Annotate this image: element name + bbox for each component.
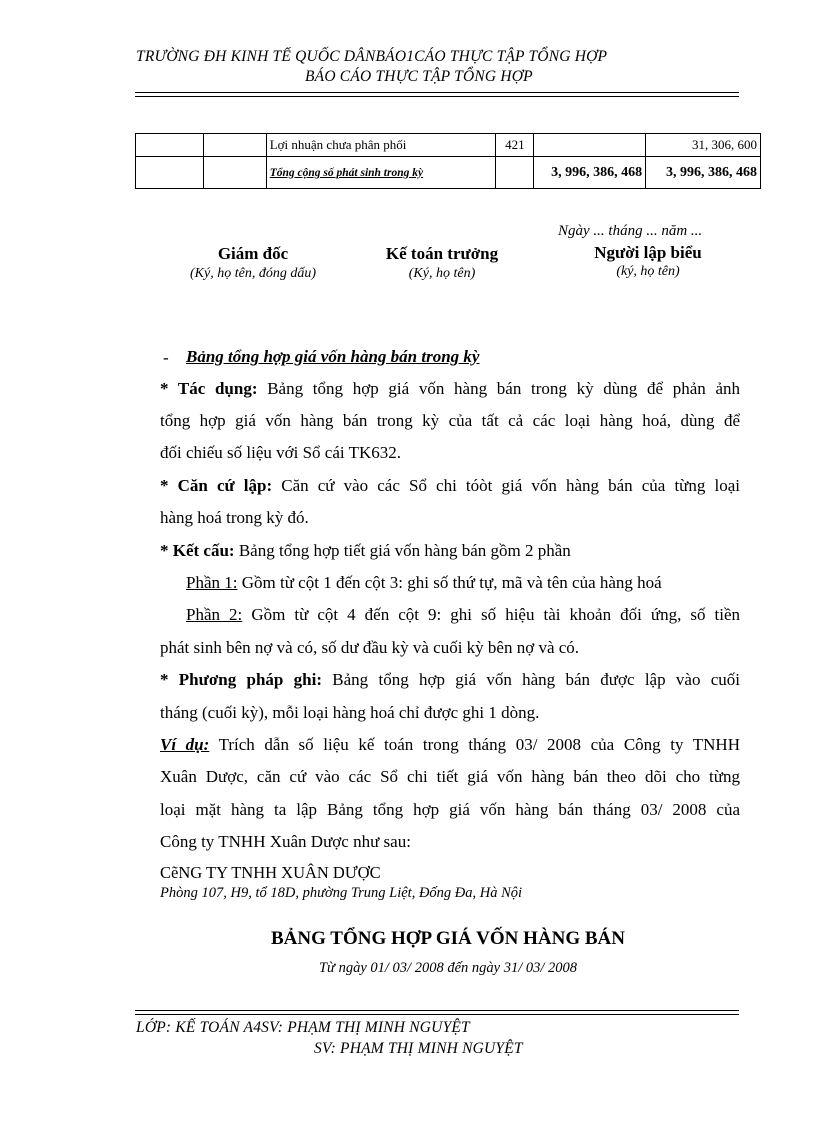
example-label: Ví dụ:	[160, 735, 210, 754]
example-text: Trích dẫn số liệu kế toán trong tháng 03/ 2008 của Công ty TNHH	[218, 735, 740, 754]
part2-text: Gồm từ cột 4 đến cột 9: ghi số hiệu tài khoản đối ứng, số tiền	[251, 605, 741, 624]
structure-text: Bảng tổng hợp tiết giá vốn hàng bán gồm 2 phần	[238, 541, 571, 560]
section-dash: -	[163, 348, 169, 367]
row-description: Lợi nhuận chưa phân phối	[266, 134, 496, 157]
table-cell	[136, 157, 204, 189]
director-note: (Ký, họ tên, đóng dấu)	[190, 266, 316, 281]
structure-label: * Kết cấu:	[160, 541, 235, 560]
effect-text: Bảng tổng hợp giá vốn hàng bán trong kỳ dùng để phản ảnh	[267, 379, 741, 398]
total-credit: 3, 996, 386, 468	[646, 157, 761, 189]
effect-line-2: tổng hợp giá vốn hàng bán trong kỳ của tất cả các loại hàng hoá, dùng để	[160, 411, 740, 430]
structure-line	[160, 541, 740, 561]
basis-text: Căn cứ vào các Sổ chi tóòt giá vốn hàng bán của từng loại	[281, 476, 740, 495]
table-row	[136, 134, 761, 157]
part2-line-2: phát sinh bên nợ và có, số dư đầu kỳ và cuối kỳ bên nợ và có.	[160, 638, 580, 657]
table-row-total	[136, 157, 761, 189]
row-credit: 31, 306, 600	[646, 134, 761, 157]
running-header-line2: BÁO CÁO THỰC TẬP TỔNG HỢP	[305, 68, 533, 85]
table-cell	[496, 157, 534, 189]
method-label: * Phương pháp ghi:	[160, 670, 322, 689]
ledger-table	[135, 133, 761, 189]
running-header-line1: TRƯỜNG ĐH KINH TẾ QUỐC DÂNBÁO1CÁO THỰC TẬP TỔNG HỢP	[136, 48, 608, 65]
report-period: Từ ngày 01/ 03/ 2008 đến ngày 31/ 03/ 2008	[318, 960, 578, 976]
header-rule	[135, 92, 739, 97]
table-cell	[203, 157, 266, 189]
director-title: Giám đốc	[217, 244, 289, 263]
company-address: Phòng 107, H9, tổ 18D, phường Trung Liệt, Đống Đa, Hà Nội	[160, 885, 523, 901]
chief-accountant-note: (Ký, họ tên)	[408, 266, 476, 281]
report-title: BẢNG TỔNG HỢP GIÁ VỐN HÀNG BÁN	[270, 928, 625, 949]
preparer-title: Người lập biểu	[594, 243, 702, 262]
part1-line	[186, 573, 662, 593]
effect-line-1	[160, 379, 740, 399]
example-line-4: Công ty TNHH Xuân Dược như sau:	[160, 832, 411, 851]
total-debit: 3, 996, 386, 468	[534, 157, 646, 189]
table-cell	[136, 134, 204, 157]
table-cell	[203, 134, 266, 157]
row-account: 421	[496, 134, 534, 157]
preparer-note: (ký, họ tên)	[616, 264, 680, 279]
part1-label: Phần 1:	[186, 573, 238, 592]
footer-rule	[135, 1010, 739, 1015]
example-line-3: loại mặt hàng ta lập Bảng tổng hợp giá vốn hàng bán tháng 03/ 2008 của	[160, 800, 740, 819]
company-name: CẽNG TY TNHH XUÂN DƯỢC	[160, 863, 381, 882]
part1-text: Gồm từ cột 1 đến cột 3: ghi số thứ tự, mã và tên của hàng hoá	[241, 573, 662, 592]
effect-label: * Tác dụng:	[160, 379, 258, 398]
footer-line1: LỚP: KẾ TOÁN A4SV: PHẠM THỊ MINH NGUYỆT	[136, 1019, 470, 1036]
part2-line-1	[186, 605, 740, 625]
basis-label: * Căn cứ lập:	[160, 476, 273, 495]
total-description: Tổng cộng số phát sinh trong kỳ	[266, 157, 496, 189]
method-line-2: tháng (cuối kỳ), mỗi loại hàng hoá chỉ được ghi 1 dòng.	[160, 703, 540, 722]
effect-line-3: đối chiếu số liệu với Sổ cái TK632.	[160, 443, 401, 462]
date-line: Ngày ... tháng ... năm ...	[558, 223, 703, 239]
row-debit	[534, 134, 646, 157]
part2-label: Phần 2:	[186, 605, 243, 624]
basis-line-2: hàng hoá trong kỳ đó.	[160, 508, 309, 527]
method-line-1	[160, 670, 740, 690]
footer-line2: SV: PHẠM THỊ MINH NGUYỆT	[314, 1040, 523, 1057]
section-title: Bảng tổng hợp giá vốn hàng bán trong kỳ	[186, 347, 480, 366]
method-text: Bảng tổng hợp giá vốn hàng bán được lập vào cuối	[332, 670, 740, 689]
basis-line-1	[160, 476, 740, 496]
example-line-2: Xuân Dược, căn cứ vào các Sổ chi tiết giá vốn hàng bán theo dõi cho từng	[160, 767, 740, 786]
chief-accountant-title: Kế toán trưởng	[385, 244, 499, 263]
example-line-1	[160, 735, 740, 755]
